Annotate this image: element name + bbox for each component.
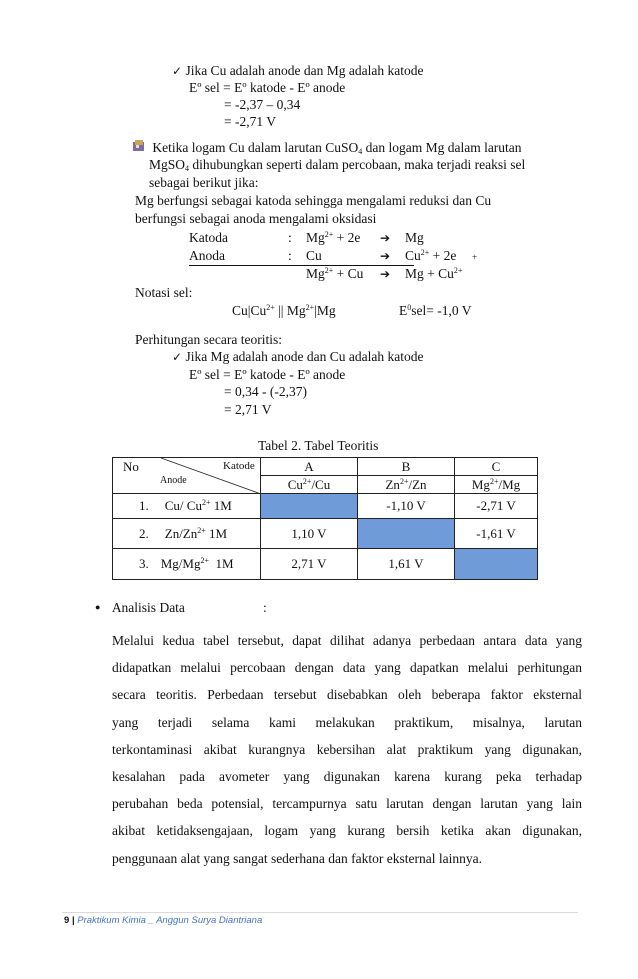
page-number: 9 [64,915,70,926]
table-row [113,549,538,580]
check-line-text: Jika Mg adalah anode dan Cu adalah katode [185,349,424,364]
colon: : [288,230,292,245]
paragraph-line: akibat ketidaksengajaan, logam yang kurang bersih ketika akan digunakan, [112,823,582,839]
value-cell: -1,10 V [358,494,455,519]
value-cell: 1,10 V [261,519,358,549]
anoda-reaction-right: $Cu^{2+} + 2e$ [405,248,457,263]
bullet-paragraph [132,139,522,156]
footer-divider [62,912,578,913]
notasi-label: Notasi sel: [135,285,193,300]
paragraph-line: secara teoritis. Perbedaan tersebut disebabkan oleh beberapa faktor eksternal [112,687,582,703]
check-icon: ✓ [172,350,183,364]
anoda-label: Anoda [189,248,225,263]
shaded-cell [261,494,358,519]
table-header-row [113,458,538,476]
table-row [113,494,538,519]
paragraph-line: didapatkan melalui percobaan dengan data yang dapatkan melalui perhitungan [112,660,582,676]
description-line-1: Mg berfungsi sebagai katoda sehingga mengalami reduksi dan Cu [135,193,492,208]
analysis-colon: : [263,600,267,615]
cell-notation: $Cu|Cu^{2+}$ || $Mg^{2+}|Mg$ [232,303,336,318]
katode-header: Katode [223,460,255,472]
description-line-2: berfungsi sebagai anoda mengalami oksidasi [135,211,377,226]
shaded-cell [358,519,455,549]
anoda-reaction-left: Cu [306,248,322,263]
column-subheader: $Mg^{2+}/Mg$ [455,476,538,494]
analysis-label: Analisis Data [111,600,185,615]
paragraph-line: yang terjadi selama kami melakukan praktikum, misalnya, larutan [112,714,582,730]
intro-line-3: sebagai berikut jika: [149,175,259,190]
column-header: C [455,458,538,476]
paragraph-line: penggunaan alat yang sangat sederhana dan faktor eksternal lainnya. [112,850,482,866]
net-reaction-left: $Mg^{2+} + Cu$ [306,266,364,281]
plus-mark: + [472,252,478,262]
page-footer [64,915,262,926]
right-arrow-icon: ➔ [380,231,391,245]
paragraph-line: Melalui kedua tabel tersebut, dapat dilihat adanya perbedaan antara data yang [112,633,582,648]
intro-text: Ketika logam Cu dalam larutan CuSO [152,140,359,155]
footer-text: Praktikum Kimia _ Anggun Surya Diantriana [77,915,263,926]
intro-text: dan logam Mg dalam larutan [362,140,522,155]
theoretical-table [112,457,538,580]
check-item [172,63,423,79]
bullet-dot-icon: ● [95,602,101,612]
cell-potential: $E^0sel= -1,0$ V [399,303,472,318]
katoda-label: Katoda [189,230,228,245]
net-reaction-right: $Mg + Cu^{2+}$ [405,266,463,281]
table-row [113,519,538,549]
column-subheader: $Zn^{2+}/Zn$ [358,476,455,494]
column-header: A [261,458,358,476]
subscript: 4 [358,147,363,156]
paragraph-line: perubahan beda potensial, tercampurnya satu larutan dengan larutan yang lain [112,796,582,812]
right-arrow-icon: ➔ [380,249,391,263]
check-item [172,349,423,365]
formula-line: Eº sel = Eº katode - Eº anode [189,80,346,95]
intro-line-2: MgSO$_4$ dihubungkan seperti dalam percobaan, maka terjadi reaksi sel [149,157,526,173]
analysis-bullet [95,600,185,616]
no-header: No [123,459,139,474]
value-cell: 1,61 V [358,549,455,580]
corner-header-cell [113,458,261,494]
shaded-cell [455,549,538,580]
perhitungan-label: Perhitungan secara teoritis: [135,332,282,347]
calc-result: = -2,71 V [224,114,276,129]
row-label-cell: 3. $Mg/Mg^{2+}$ 1M [113,549,261,580]
value-cell: 2,71 V [261,549,358,580]
calc-step: = -2,37 – 0,34 [224,97,301,112]
check-icon: ✓ [172,64,183,78]
katoda-reaction-right: Mg [405,230,424,245]
value-cell: -2,71 V [455,494,538,519]
right-arrow-icon: ➔ [380,267,391,281]
row-label-cell: 2. $Zn/Zn^{2+}$ 1M [113,519,261,549]
formula-line: Eº sel = Eº katode - Eº anode [189,367,346,382]
katoda-reaction-left: $Mg^{2+} + 2e$ [306,230,361,245]
column-subheader: $Cu^{2+}/Cu$ [261,476,358,494]
calc-step: = 0,34 - (-2,37) [224,384,307,399]
arrow-bullet-icon [132,140,149,155]
footer-separator: | [71,915,75,926]
column-header: B [358,458,455,476]
paragraph-line: kesalahan pada avometer yang digunakan karena kurang peka terhadap [112,768,582,784]
value-cell: -1,61 V [455,519,538,549]
row-label-cell: 1. Cu/ $Cu^{2+}$ 1M [113,494,261,519]
paragraph-line: terkontaminasi akibat kurangnya kebersihan alat praktikum yang digunakan, [112,741,582,757]
colon: : [288,248,292,263]
calc-result: = 2,71 V [224,402,272,417]
table-caption: Tabel 2. Tabel Teoritis [258,438,379,453]
analysis-paragraph [112,627,582,872]
anode-header: Anode [160,475,187,486]
check-line-text: Jika Cu adalah anode dan Mg adalah katode [185,63,424,78]
